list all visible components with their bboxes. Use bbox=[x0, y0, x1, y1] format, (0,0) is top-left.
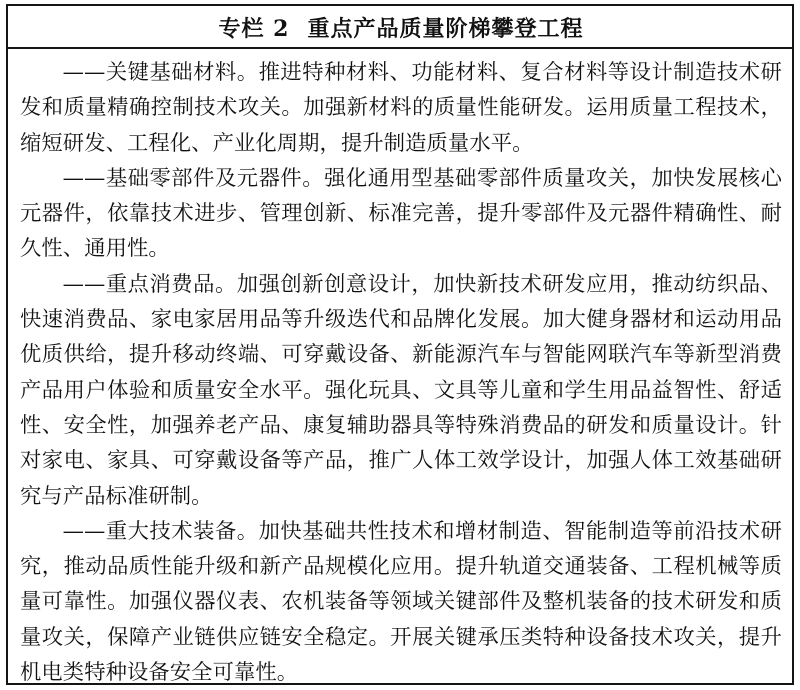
paragraph: ——重点消费品。加强创新创意设计，加快新技术研发应用，推动纺织品、快速消费品、家电家居用品等升级迭代和品牌化发展。加大健身器材和运动用品优质供给，提升移动终端、可穿戴设备、新能源汽车与智能网联汽车等新型消费产品用户体验和质量安全水平。强化玩具、文具等儿童和学生用品益智性、舒适性、安全性，加强养老产品、康复辅助器具等特殊消费品的研发和质量设计。针对家电、家具、可穿戴设备等产品，推广人体工效学设计，加强人体工效基础研究与产品标准研制。 bbox=[20, 271, 782, 509]
callout-box bbox=[6, 4, 794, 685]
callout-body bbox=[20, 49, 782, 690]
paragraph: ——基础零部件及元器件。强化通用型基础零部件质量攻关，加快发展核心元器件，依靠技术进步、管理创新、标准完善，提升零部件及元器件精确性、耐久性、通用性。 bbox=[20, 165, 782, 262]
paragraph: ——关键基础材料。推进特种材料、功能材料、复合材料等设计制造技术研发和质量精确控制技术攻关。加强新材料的质量性能研发。运用质量工程技术，缩短研发、工程化、产业化周期，提升制造质量水平。 bbox=[20, 60, 782, 156]
callout-title bbox=[8, 10, 792, 49]
paragraph: ——重大技术装备。加快基础共性技术和增材制造、智能制造等前沿技术研究，推动品质性能升级和新产品规模化应用。提升轨道交通装备、工程机械等质量可靠性。加强仪器仪表、农机装备等领域关键部件及整机装备的技术研发和质量攻关，保障产业链供应链安全稳定。开展关键承压类特种设备技术攻关，提升机电类特种设备安全可靠性。 bbox=[20, 518, 782, 686]
callout-title-text: 重点产品质量阶梯攀登工程 bbox=[307, 16, 584, 42]
callout-number-label: 专栏 2 bbox=[218, 16, 290, 42]
